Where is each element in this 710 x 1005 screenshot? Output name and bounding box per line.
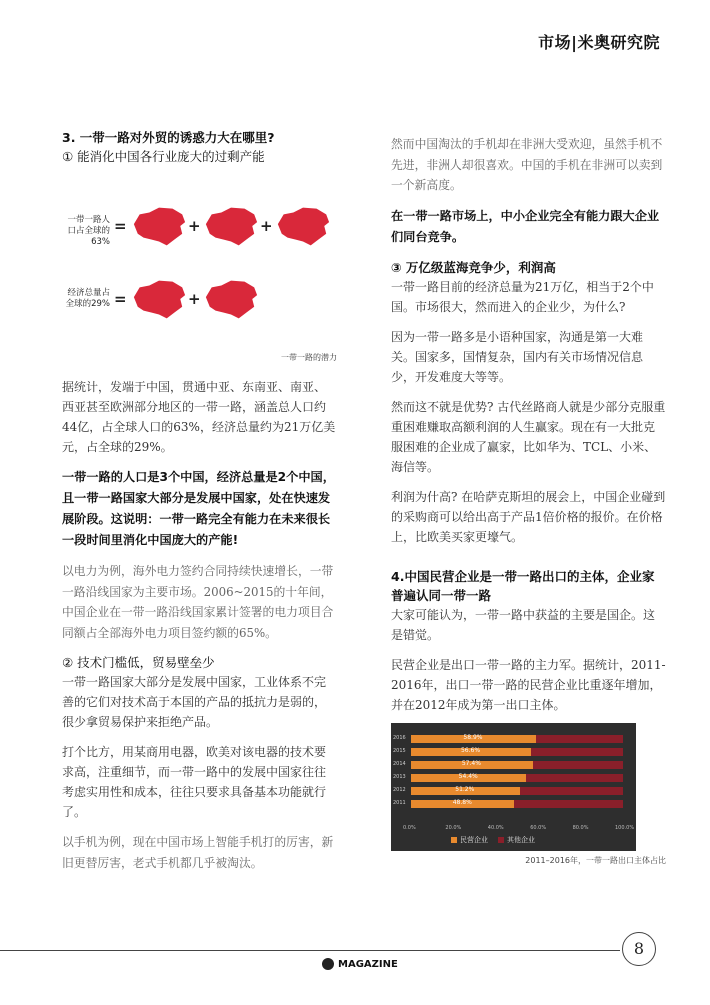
chart-x-tick: 20.0% xyxy=(445,824,462,831)
legend-swatch xyxy=(451,837,457,843)
plus-sign: + xyxy=(260,217,273,235)
chart-caption: 2011–2016年，一带一路出口主体占比 xyxy=(525,855,666,865)
footer-divider xyxy=(0,950,620,951)
chart-bar-other xyxy=(411,761,623,769)
right-paragraph-1: 然而中国淘汰的手机却在非洲大受欢迎，虽然手机不先进，非洲人却很喜欢。中国的手机在非洲可以卖到一个新高度。 xyxy=(391,137,663,192)
left-paragraph-2: 一带一路的人口是3个中国，经济总量是2个中国，且一带一路国家大部分是发展中国家，处在快速发展阶段。这说明：一带一路完全有能力在未来很长一段时间里消化中国庞大的产能! xyxy=(62,470,335,547)
right-paragraph-4: 因为一带一路多是小语种国家，沟通是第一大难关。国家多，国情复杂，国内有关市场情况信息少，开发难度大等等。 xyxy=(391,329,644,384)
chart-legend xyxy=(451,835,545,845)
china-map-icon xyxy=(274,204,332,248)
left-paragraph-1: 据统计，发端于中国，贯通中亚、东南亚、南亚、西亚甚至欧洲部分地区的一带一路，涵盖总人口约44亿，占全球人口的63%，经济总量约为21万亿美元，占全球的29%。 xyxy=(62,380,336,454)
footer-logo xyxy=(322,958,398,970)
right-paragraph-2: 在一带一路市场上，中小企业完全有能力跟大企业们同台竞争。 xyxy=(391,208,660,244)
infographic-caption: 一带一路的潜力 xyxy=(281,353,337,362)
legend-swatch xyxy=(498,837,504,843)
chart-bar-other xyxy=(411,787,623,795)
population-label: 一带一路人口占全球的63% xyxy=(67,215,110,247)
chart-y-tick: 2014 xyxy=(393,760,406,767)
right-column xyxy=(391,134,666,866)
chart-y-tick: 2015 xyxy=(393,747,406,754)
section-3-sub3: ③ 万亿级蓝海竞争少，利润高 xyxy=(391,259,556,275)
left-paragraph-4: 一带一路国家大部分是发展中国家，工业体系不完善的它们对技术高于本国的产品的抵抗力是弱的，很少拿贸易保护来拒绝产品。 xyxy=(62,675,327,729)
section-3-sub1: ① 能消化中国各行业庞大的过剩产能 xyxy=(62,149,265,164)
potential-infographic xyxy=(62,182,337,348)
china-map-icon xyxy=(202,277,260,321)
chart-x-tick: 100.0% xyxy=(615,824,635,831)
footer-logo-text: MAGAZINE xyxy=(338,959,398,970)
header-brand: 市场|米奥研究院 xyxy=(538,33,660,52)
chart-y-tick: 2012 xyxy=(393,786,406,793)
china-map-icon xyxy=(202,204,260,248)
chart-bar-other xyxy=(411,774,623,782)
left-paragraph-5: 打个比方，用某商用电器，欧美对该电器的技术要求高，注重细节，而一带一路中的发展中国家往往考虑实用性和成本，往往只要求具备基本功能就行了。 xyxy=(62,745,327,819)
chart-data-label: 57.4% xyxy=(461,759,481,767)
page-number: 8 xyxy=(622,932,656,966)
chart-data-label: 54.4% xyxy=(458,772,478,780)
chart-y-tick: 2011 xyxy=(393,799,406,806)
chart-x-tick: 80.0% xyxy=(572,824,589,831)
chart-x-tick: 60.0% xyxy=(530,824,547,831)
plus-sign: + xyxy=(188,290,201,308)
section-3-sub2: ② 技术门槛低，贸易壁垒少 xyxy=(62,655,215,670)
globe-icon xyxy=(322,958,334,970)
right-paragraph-7: 大家可能认为，一带一路中获益的主要是国企。这是错觉。 xyxy=(391,607,656,642)
chart-bar-other xyxy=(411,800,623,808)
chart-data-label: 51.2% xyxy=(455,785,475,793)
right-paragraph-3: 一带一路目前的经济总量为21万亿，相当于2个中国。市场很大，然而进入的企业少，为什么? xyxy=(391,279,654,314)
section-4-title: 4.中国民营企业是一带一路出口的主体，企业家普遍认同一带一路 xyxy=(391,568,655,603)
legend-entry: 民营企业 xyxy=(460,835,488,844)
chart-data-label: 58.9% xyxy=(463,733,483,741)
chart-y-tick: 2013 xyxy=(393,773,406,780)
chart-data-label: 48.8% xyxy=(452,798,472,806)
left-paragraph-3: 以电力为例，海外电力签约合同持续快速增长，一带一路沿线国家为主要市场。2006~2015的十年间，中国企业在一带一路沿线国家累计签署的电力项目合同额占全部海外电力项目签约额的65%。 xyxy=(62,564,334,640)
china-map-icon xyxy=(130,204,188,248)
equals-sign: = xyxy=(114,290,127,308)
equals-sign: = xyxy=(114,217,127,235)
chart-x-tick: 40.0% xyxy=(487,824,504,831)
exporter-share-chart xyxy=(391,723,636,851)
chart-data-label: 56.6% xyxy=(460,746,481,754)
chart-bar-other xyxy=(411,748,623,756)
chart-bar-other xyxy=(411,735,623,743)
chart-x-tick: 0.0% xyxy=(403,824,416,831)
left-column xyxy=(62,128,337,873)
section-3-title: 3. 一带一路对外贸的诱惑力大在哪里? xyxy=(62,130,275,145)
plus-sign: + xyxy=(188,217,201,235)
right-paragraph-5: 然而这不就是优势? 古代丝路商人就是少部分克服重重困难赚取高额利润的人生赢家。现在有一大批克服困难的企业成了赢家，比如华为、TCL、小米、海信等。 xyxy=(391,399,666,474)
right-paragraph-8: 民营企业是出口一带一路的主力军。据统计，2011-2016年，出口一带一路的民营企业比重逐年增加，并在2012年成为第一出口主体。 xyxy=(391,657,666,712)
right-paragraph-6: 利润为什高? 在哈萨克斯坦的展会上，中国企业碰到的采购商可以给出高于产品1倍价格的报价。在价格上，比欧美买家更壕气。 xyxy=(391,489,666,544)
china-map-icon xyxy=(130,277,188,321)
legend-entry: 其他企业 xyxy=(507,835,535,844)
economy-label: 经济总量占全球的29% xyxy=(65,288,110,309)
left-paragraph-6: 以手机为例，现在中国市场上智能手机打的厉害，新旧更替厉害，老式手机都几乎被淘汰。 xyxy=(62,835,334,870)
chart-y-tick: 2016 xyxy=(393,734,406,741)
